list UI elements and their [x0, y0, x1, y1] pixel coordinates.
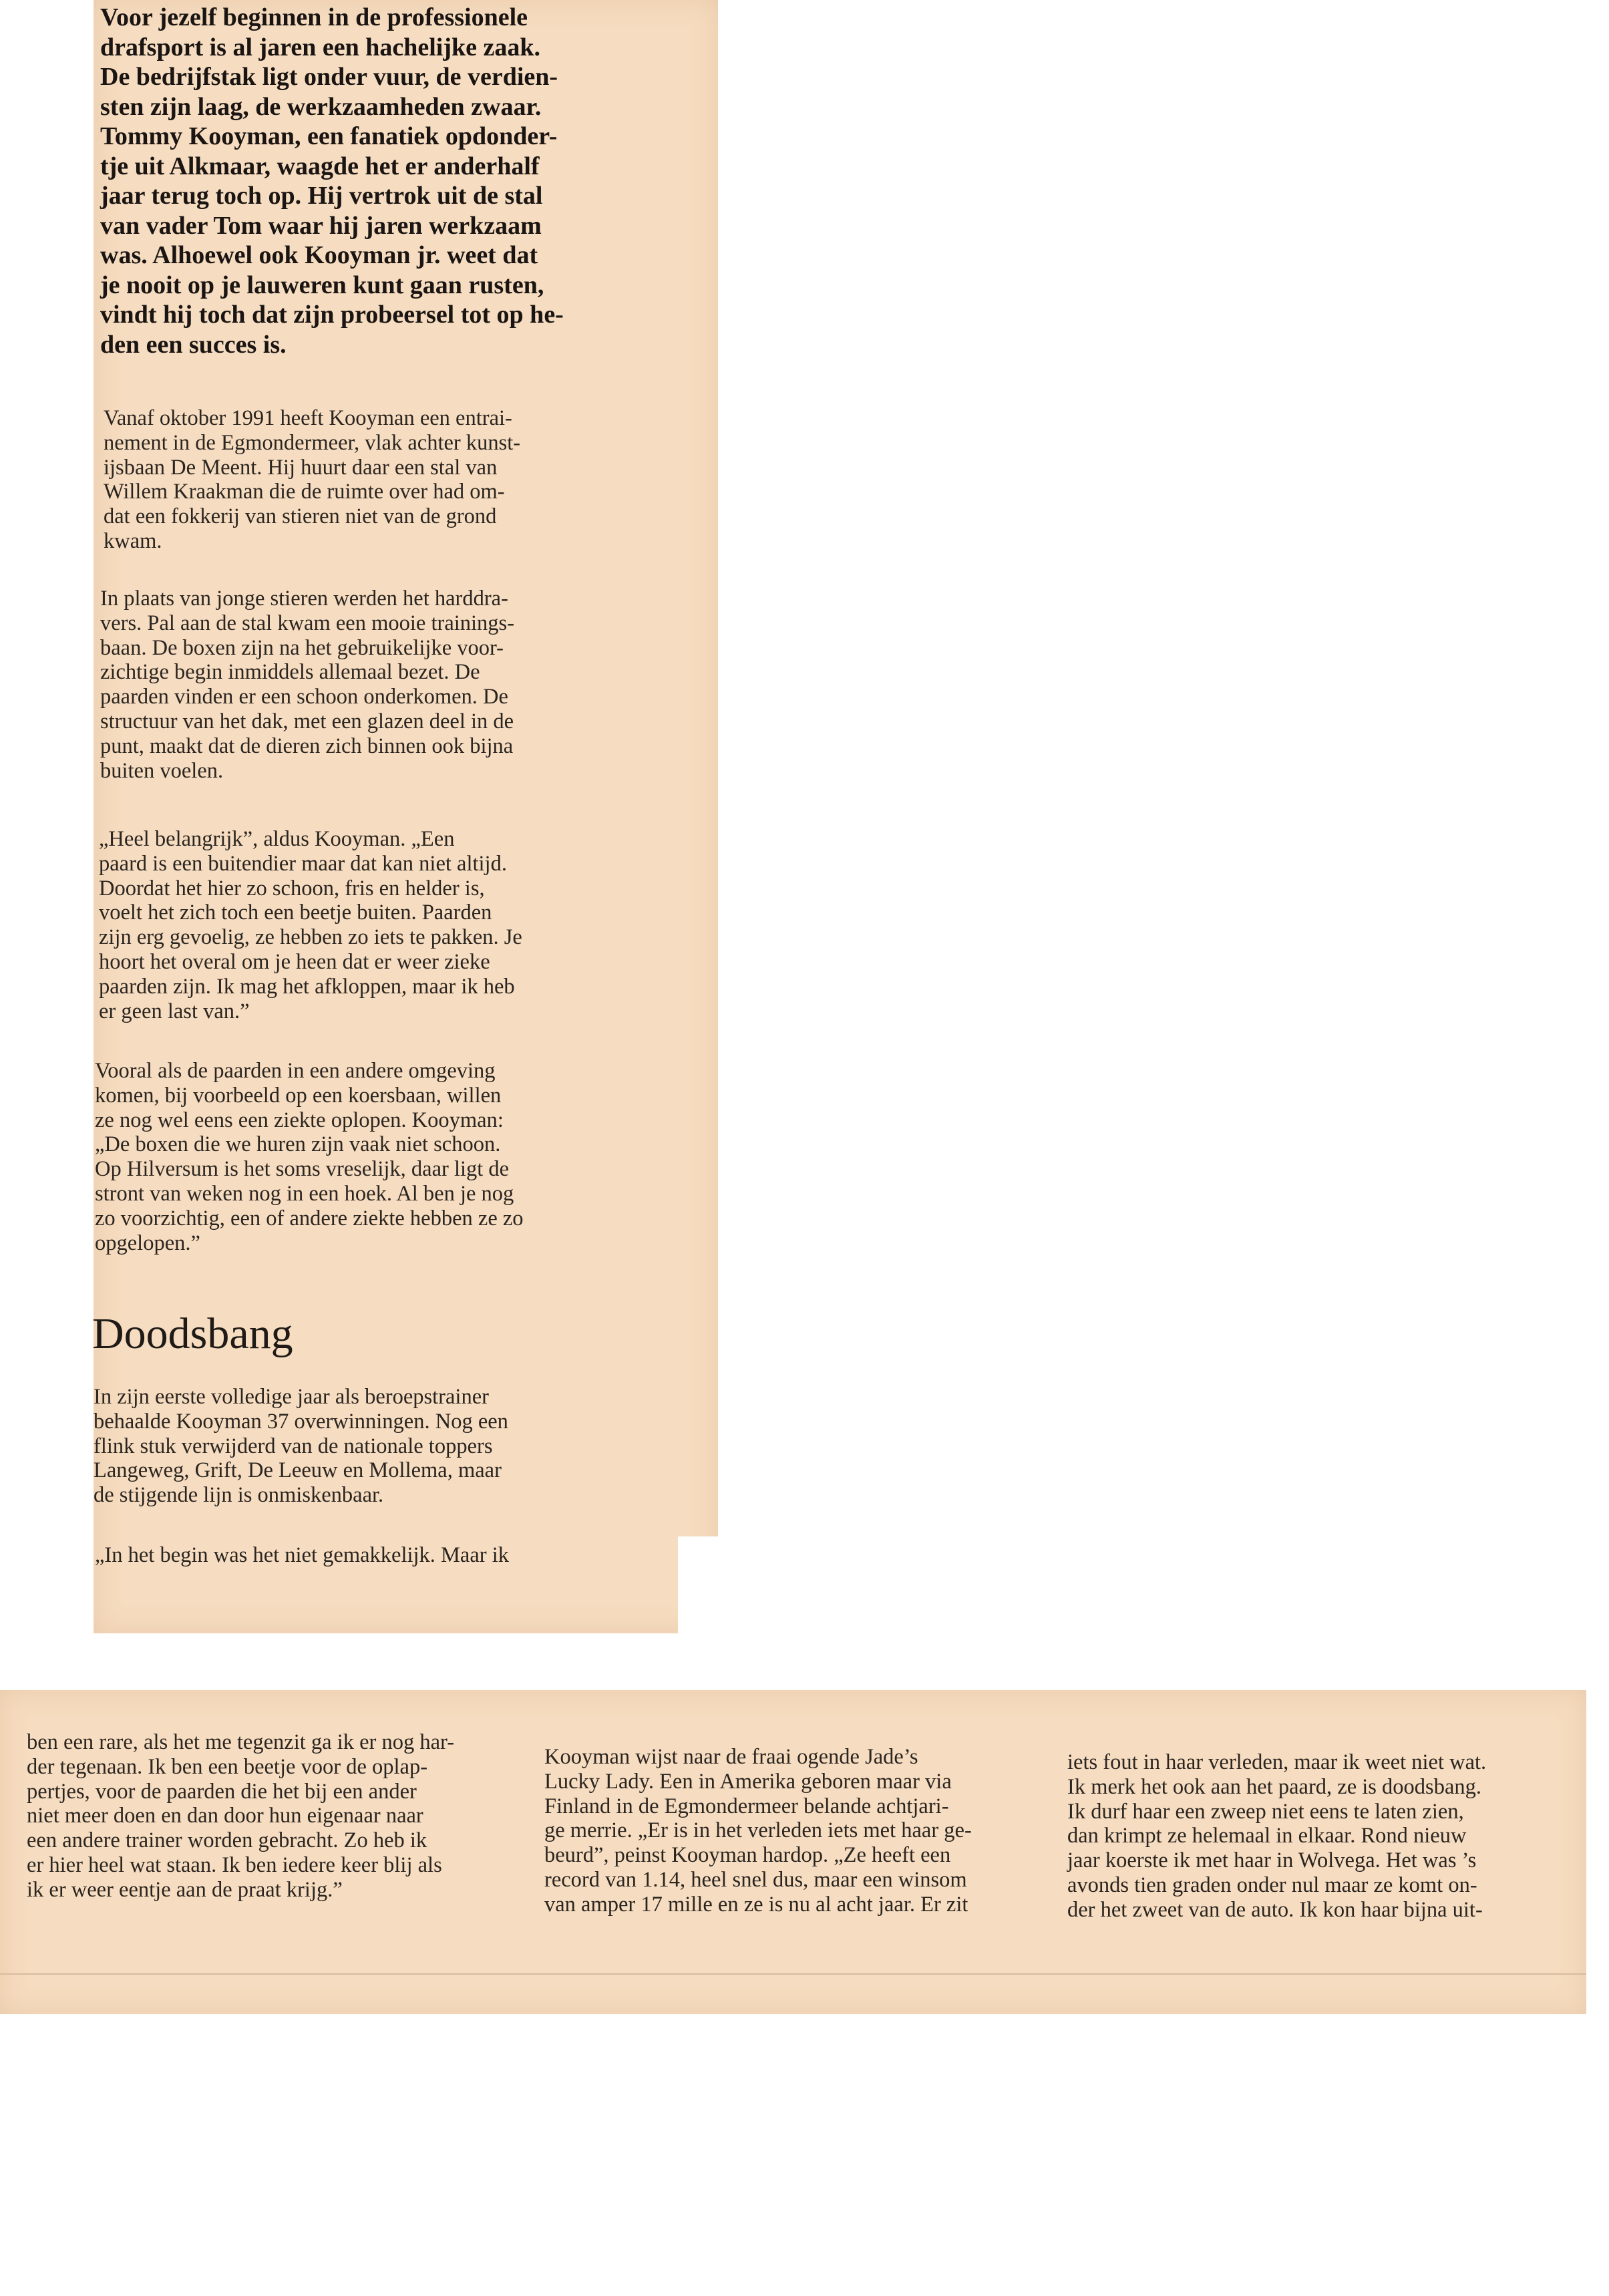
paragraph-2: In plaats van jonge stieren werden het harddra- vers. Pal aan de stal kwam een mooie trainings- baan. De boxen zijn na het gebruikelijke voor- zichtige begin inmiddels allemaal bezet. De paarden vinden er een schoon onderkomen. De structuur van het dak, met een glazen deel in de punt, maakt dat de dieren zich binnen ook bijna buiten voelen. [100, 587, 515, 783]
article-lead: Voor jezelf beginnen in de professionele drafsport is al jaren een hachelijke zaak. De bedrijfstak ligt onder vuur, de verdien- sten zijn laag, de werkzaamheden zwaar. Tommy Kooyman, een fanatiek opdonder- tje uit Alkmaar, waagde het er anderhalf jaar terug toch op. Hij vertrok uit de stal van vader Tom waar hij jaren werkzaam was. Alhoewel ook Kooyman jr. weet dat je nooit op je lauweren kunt gaan rusten, vindt hij toch dat zijn probeersel tot op he- den een succes is. [100, 3, 564, 359]
paragraph-4: Vooral als de paarden in een andere omgeving komen, bij voorbeeld op een koersbaan, willen ze nog wel eens een ziekte oplopen. Kooyman: „De boxen die we huren zijn vaak niet schoon. Op Hilversum is het soms vreselijk, daar ligt de stront van weken nog in een hoek. Al ben je nog zo voorzichtig, een of andere ziekte hebben ze zo opgelopen.” [95, 1059, 524, 1255]
column-rule [0, 1973, 1586, 1975]
subheading: Doodsbang [92, 1309, 293, 1358]
continuation-column-2: Kooyman wijst naar de fraai ogende Jade’s Lucky Lady. Een in Amerika geboren maar via Finland in de Egmondermeer belande achtjari- ge merrie. „Er is in het verleden iets met haar ge- beurd”, peinst Kooyman hardop. „Ze heeft een record van 1.14, heel snel dus, maar een winsom van amper 17 mille en ze is nu al acht jaar. Er zit [544, 1745, 972, 1917]
continuation-column-1: ben een rare, als het me tegenzit ga ik er nog har- der tegenaan. Ik ben een beetje voor de oplap- pertjes, voor de paarden die het bij een ander niet meer doen en dan door hun eigenaar naar een andere trainer worden gebracht. Zo heb ik er hier heel wat staan. Ik ben iedere keer blij als ik er weer eentje aan de praat krijg.” [27, 1730, 455, 1902]
paragraph-3: „Heel belangrijk”, aldus Kooyman. „Een paard is een buitendier maar dat kan niet altijd. Doordat het hier zo schoon, fris en helder is, voelt het zich toch een beetje buiten. Paarden zijn erg gevoelig, ze hebben zo iets te pakken. Je hoort het overal om je heen dat er weer zieke paarden zijn. Ik mag het afkloppen, maar ik heb er geen last van.” [99, 827, 522, 1023]
paragraph-5: In zijn eerste volledige jaar als beroepstrainer behaalde Kooyman 37 overwinningen. Nog een flink stuk verwijderd van de nationale toppers Langeweg, Grift, De Leeuw en Mollema, maar de stijgende lijn is onmiskenbaar. [94, 1385, 508, 1508]
continuation-column-3: iets fout in haar verleden, maar ik weet niet wat. Ik merk het ook aan het paard, ze is doodsbang. Ik durf haar een zweep niet eens te laten zien, dan krimpt ze helemaal in elkaar. Rond nieuw jaar koerste ik met haar in Wolvega. Het was ’s avonds tien graden onder nul maar ze komt on- der het zweet van de auto. Ik kon haar bijna uit- [1067, 1750, 1487, 1922]
paragraph-6-quote-start: „In het begin was het niet gemakkelijk. Maar ik [95, 1543, 510, 1567]
paragraph-1: Vanaf oktober 1991 heeft Kooyman een entrai- nement in de Egmondermeer, vlak achter kunst- ijsbaan De Meent. Hij huurt daar een stal van Willem Kraakman die de ruimte over had om- dat een fokkerij van stieren niet van de grond kwam. [104, 406, 521, 553]
